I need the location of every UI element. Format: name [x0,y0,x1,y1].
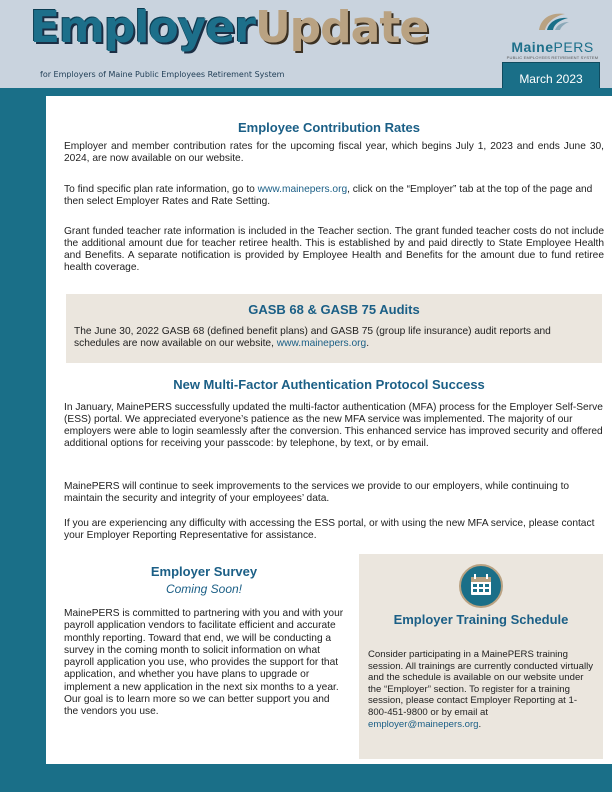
newsletter-header [0,0,612,88]
gasb-text-after: . [366,338,370,349]
training-text-after: . [478,718,482,730]
logo-tagline: PUBLIC EMPLOYEES RETIREMENT SYSTEM [506,55,599,60]
title-update: Update [254,2,429,53]
survey-paragraph: MainePERS is committed to partnering with you and with your payroll application vendors to facilitate efficient and accurate monthly reporting. Toward that end, we will be conducting a survey in the coming month to solicit information on what payroll application you use, who provides the support for that application, and whether you have plans to upgrade or implement a new application in the next six months to a year. Our goal is to learn more so we can better support you and the vendors you use. [64,608,344,718]
gasb-paragraph [74,326,598,350]
logo-maine: Maine [511,39,554,55]
contribution-p2-after: , click on the “Employer” tab at the top of the page and then select Employer Rates and Rate Setting. [64,184,593,207]
title-employer: Employer [30,2,255,53]
contribution-rates-heading: Employee Contribution Rates [237,120,421,135]
calendar-glyph-icon [461,566,501,606]
contribution-paragraph-1: Employer and member contribution rates for the upcoming fiscal year, which begins July 1, 2023 and ends June 30, 2024, are now available on our website. [64,141,604,164]
newsletter-subtitle: for Employers of Maine Public Employees Retirement System [40,70,285,79]
mfa-heading: New Multi-Factor Authentication Protocol Success [173,377,485,392]
frame-left-band [0,88,24,792]
newsletter-title [30,2,429,53]
contribution-paragraph-3: Grant funded teacher rate information is included in the Teacher section. The grant funded teacher costs do not include the additional amount due for teacher retiree health. This is established by and paid directly to State Employee Health and Benefits. A separate notification is provided by Employee Health and Benefits for the amount due to fund retiree health coverage. [64,226,604,273]
frame-left-inner-band [24,88,46,792]
gasb-mainepers-link[interactable]: www.mainepers.org [276,338,367,349]
newsletter-body [46,96,612,764]
survey-subheading: Coming Soon! [165,582,243,596]
gasb-audits-box [66,294,602,363]
training-text-before: Consider participating in a MainePERS training session. All trainings are currently conducted virtually and the schedule is available on our website under the “Employer” section. To register for a training session, please contact Employer Reporting at 1-800-451-9800 or by email at [368,649,594,718]
employer-survey-section [64,564,344,719]
training-schedule-box [359,554,603,759]
contribution-paragraph-2 [64,184,604,208]
logo-wordmark [500,39,605,55]
gasb-heading: GASB 68 & GASB 75 Audits [248,302,420,317]
mfa-paragraph-2: MainePERS will continue to seek improvements to the services we provide to our employers, while continuing to maintain the security and integrity of your employees’ data. [64,481,570,504]
logo-pers: PERS [553,39,594,55]
employer-email-link[interactable]: employer@mainepers.org [368,718,479,730]
mainepers-logo [500,10,605,62]
training-paragraph [368,649,596,730]
calendar-icon [459,564,503,608]
contribution-p2-before: To find specific plan rate information, go to [64,184,258,195]
mainepers-link[interactable]: www.mainepers.org [257,184,348,195]
mfa-paragraph-1: In January, MainePERS successfully updated the multi-factor authentication (MFA) process for the Employer Self-Serve (ESS) portal. We appreciated everyone’s patience as the new MFA service was implemented. The majority of our employers were able to login seamlessly after the conversion. This enhanced service has improved security and offered additional options for receiving your passcode: by telephone, by text, or by email. [64,402,603,449]
frame-bottom-band [0,764,612,792]
gasb-text-before: The June 30, 2022 GASB 68 (defined benefit plans) and GASB 75 (group life insurance) audit reports and schedules are now available on our website, [74,326,551,349]
training-heading: Employer Training Schedule [393,612,569,627]
survey-heading: Employer Survey [150,564,258,579]
mfa-paragraph-3: If you are experiencing any difficulty with accessing the ESS portal, or with using the new MFA service, please contact your Employer Reporting Representative for assistance. [64,518,595,541]
frame-top-band [0,88,612,96]
logo-swoosh-icon [535,10,571,32]
issue-date: March 2023 [502,62,600,94]
